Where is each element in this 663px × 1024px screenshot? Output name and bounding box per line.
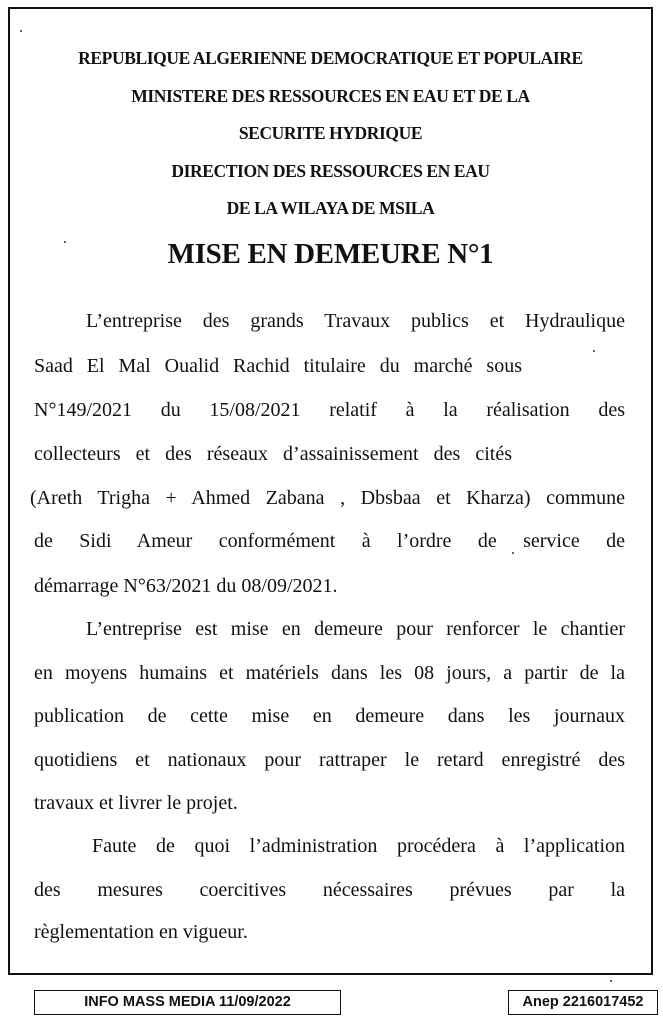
p1-line-4: collecteurs et des réseaux d’assainissement des cités bbox=[34, 443, 512, 465]
p1-line-5: (Areth Trigha + Ahmed Zabana , Dbsbaa et Kharza) commune bbox=[30, 487, 625, 509]
scan-speck bbox=[20, 30, 22, 32]
p1-line-3: N°149/2021 du 15/08/2021 relatif à la réalisation des bbox=[34, 399, 625, 421]
p3-line-2: des mesures coercitives nécessaires prévues par la bbox=[34, 879, 625, 901]
header-ministry-cont: SECURITE HYDRIQUE bbox=[238, 123, 423, 143]
issuing-authority-header bbox=[8, 40, 653, 228]
p1-line-2: Saad El Mal Oualid Rachid titulaire du marché sous bbox=[34, 355, 522, 377]
header-country: REPUBLIQUE ALGERIENNE DEMOCRATIQUE ET POPULAIRE bbox=[78, 48, 583, 68]
header-ministry: MINISTERE DES RESSOURCES EN EAU ET DE LA bbox=[131, 85, 530, 106]
anep-reference-box: Anep 2216017452 bbox=[508, 990, 658, 1015]
p2-line-3: publication de cette mise en demeure dans les journaux bbox=[34, 705, 625, 727]
p1-line-1: L’entreprise des grands Travaux publics et Hydraulique bbox=[86, 310, 625, 332]
notice-title: MISE EN DEMEURE N°1 bbox=[167, 238, 494, 270]
p2-line-4: quotidiens et nationaux pour rattraper le retard enregistré des bbox=[34, 749, 625, 771]
p2-line-5: travaux et livrer le projet. bbox=[34, 792, 238, 814]
p3-line-3: règlementation en vigueur. bbox=[34, 921, 248, 943]
scan-speck bbox=[512, 552, 514, 554]
scan-speck bbox=[64, 241, 66, 243]
p2-line-2: en moyens humains et matériels dans les 08 jours, a partir de la bbox=[34, 662, 625, 684]
p2-line-1: L’entreprise est mise en demeure pour renforcer le chantier bbox=[86, 618, 625, 640]
scan-speck bbox=[610, 980, 612, 982]
header-direction: DIRECTION DES RESSOURCES EN EAU bbox=[171, 160, 490, 181]
p1-line-6: de Sidi Ameur conformément à l’ordre de service de bbox=[34, 530, 625, 552]
header-wilaya: DE LA WILAYA DE MSILA bbox=[226, 198, 435, 218]
p1-line-7: démarrage N°63/2021 du 08/09/2021. bbox=[34, 575, 338, 597]
publication-source-box: INFO MASS MEDIA 11/09/2022 bbox=[34, 990, 341, 1015]
scan-speck bbox=[593, 350, 595, 352]
p3-line-1: Faute de quoi l’administration procédera à l’application bbox=[92, 835, 625, 857]
